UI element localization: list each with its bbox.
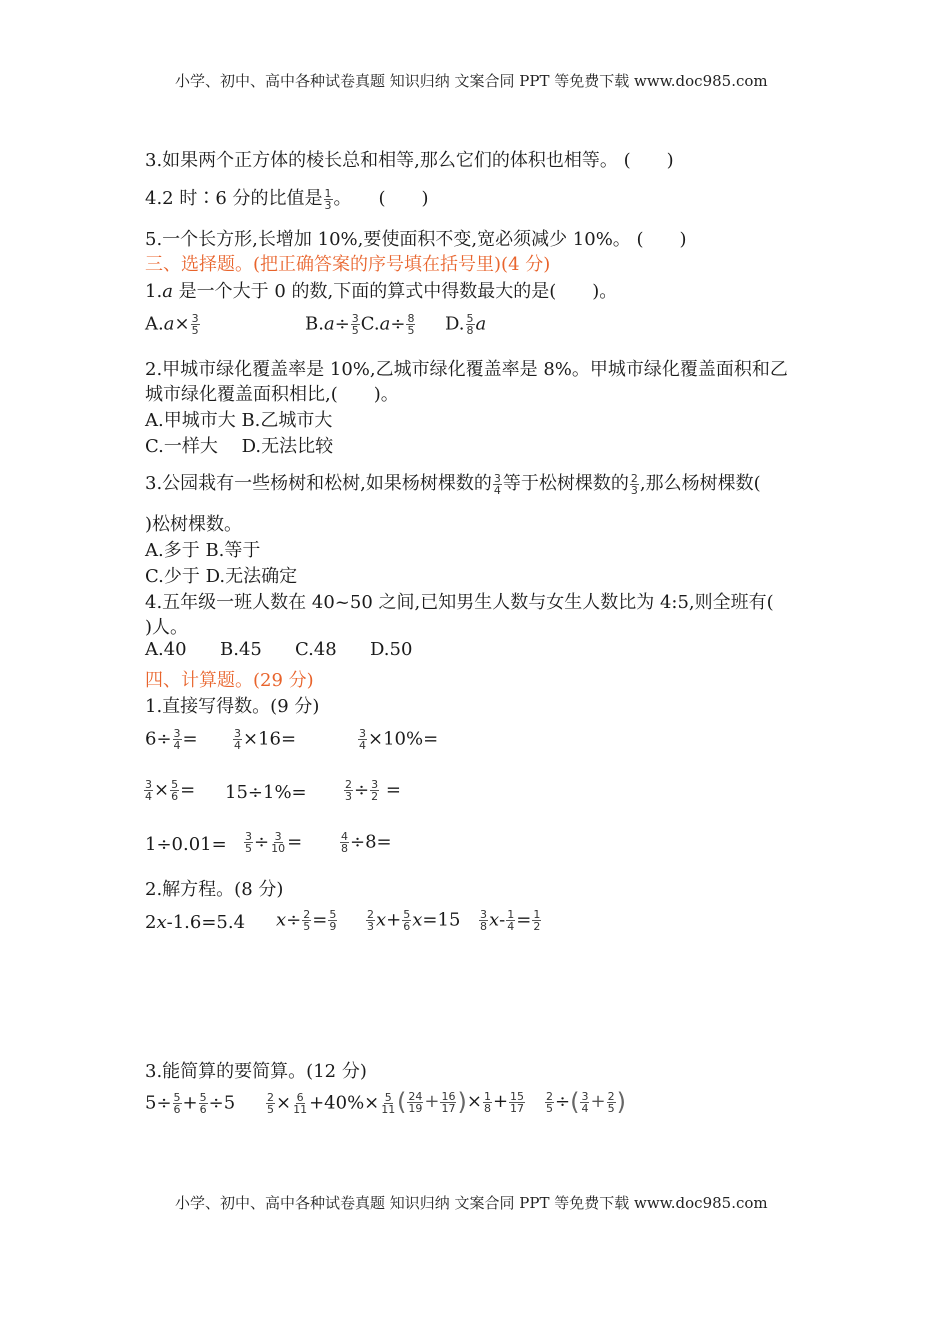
section-title-calc: 四、计算题。(29 分) xyxy=(145,670,314,691)
section-title-choice: 三、选择题。(把正确答案的序号填在括号里)(4 分) xyxy=(145,254,551,275)
simplify-item: 5÷ $\frac{5}{6}$ + $\frac{5}{6}$ ÷5 xyxy=(145,1091,236,1116)
equation-item: $\frac{2}{3}$ x+ $\frac{5}{6}$ x=15 xyxy=(367,908,461,933)
equation-item: $\frac{3}{8}$ x- $\frac{1}{4}$ = $\frac{1}{2}$ xyxy=(480,908,541,933)
choice-q4-option: C.48 xyxy=(295,639,337,660)
choice-question-1: 1.a 是一个大于 0 的数,下面的算式中得数最大的是( )。 xyxy=(145,281,618,302)
page-header: 小学、初中、高中各种试卷真题 知识归纳 文案合同 PPT 等免费下载 www.doc985.com xyxy=(175,72,768,90)
judge-question-4 xyxy=(145,184,429,211)
choice-q4-option: D.50 xyxy=(370,639,413,660)
calc-item: 1÷0.01= xyxy=(145,834,227,855)
calc-item: $\frac{3}{4}$ ×16= xyxy=(234,727,297,752)
equation-item: x÷ $\frac{2}{5}$ = $\frac{5}{9}$ xyxy=(276,908,337,933)
choice-question-3-line1: 3.公园栽有一些杨树和松树,如果杨树棵数的 $\frac{3}{4}$ 等于松树棵数的 $\frac{2}{3}$ ,那么杨树棵数( xyxy=(145,471,761,497)
choice-question-2-line2: 城市绿化覆盖面积相比,( )。 xyxy=(145,384,399,405)
judge-question-3: 3.如果两个正方体的棱长总和相等,那么它们的体积也相等。 ( ) xyxy=(145,150,674,171)
choice-q2-options-cd: C.一样大 D.无法比较 xyxy=(145,436,334,457)
calc-subtitle-1: 1.直接写得数。(9 分) xyxy=(145,696,320,717)
calc-item: $\frac{3}{4}$ × $\frac{5}{6}$ = xyxy=(145,778,196,803)
choice-q4-option: B.45 xyxy=(220,639,262,660)
choice-question-4-line2: )人。 xyxy=(145,617,189,638)
choice-q2-options-ab: A.甲城市大 B.乙城市大 xyxy=(145,410,333,431)
choice-q4-option: A.40 xyxy=(145,639,187,660)
calc-item: $\frac{4}{8}$ ÷8= xyxy=(341,830,392,855)
choice-q1-option-bc: B.a÷ $\frac{3}{5}$ C.a÷ $\frac{8}{5}$ xyxy=(305,312,415,337)
calc-item: $\frac{3}{4}$ ×10%= xyxy=(359,727,439,752)
calc-item: 15÷1%= xyxy=(225,782,307,803)
page-footer: 小学、初中、高中各种试卷真题 知识归纳 文案合同 PPT 等免费下载 www.doc985.com xyxy=(175,1194,768,1212)
calc-item: 6÷ $\frac{3}{4}$ = xyxy=(145,727,198,752)
q4-tail: 。 ( ) xyxy=(333,188,429,209)
judge-question-5: 5.一个长方形,长增加 10%,要使面积不变,宽必须减少 10%。 ( ) xyxy=(145,229,687,250)
calc-item: $\frac{2}{3}$ ÷ $\frac{3}{2}$ = xyxy=(345,778,401,803)
calc-subtitle-2: 2.解方程。(8 分) xyxy=(145,879,284,900)
simplify-item: $\frac{2}{5}$ ÷( $\frac{3}{4}$ + $\frac{2}{5}$ ) xyxy=(546,1088,626,1116)
choice-q3-options-cd: C.少于 D.无法确定 xyxy=(145,566,298,587)
q4-text: 4.2 时∶6 分的比值是 xyxy=(145,188,323,209)
choice-q1-option-d: D. $\frac{5}{8}$ a xyxy=(445,312,487,337)
simplify-item: ( $\frac{24}{19}$ + $\frac{16}{17}$ )× $\frac{1}{8}$ + $\frac{15}{17}$ xyxy=(397,1088,525,1116)
fraction: $\frac{1}{3}$ xyxy=(324,186,332,212)
simplify-item: $\frac{2}{5}$ × $\frac{6}{11}$ +40%× $\frac{5}{11}$ xyxy=(267,1091,396,1116)
choice-q3-options-ab: A.多于 B.等于 xyxy=(145,540,261,561)
equation-item: 2x-1.6=5.4 xyxy=(145,912,246,933)
choice-question-3-line2: )松树棵数。 xyxy=(145,514,243,535)
choice-q1-option-a: A.a× $\frac{3}{5}$ xyxy=(145,312,199,337)
choice-question-2-line1: 2.甲城市绿化覆盖率是 10%,乙城市绿化覆盖率是 8%。甲城市绿化覆盖面积和乙 xyxy=(145,359,788,380)
choice-question-4-line1: 4.五年级一班人数在 40~50 之间,已知男生人数与女生人数比为 4:5,则全班有( xyxy=(145,592,774,613)
calc-item: $\frac{3}{5}$ ÷ $\frac{3}{10}$ = xyxy=(245,830,303,855)
calc-subtitle-3: 3.能简算的要简算。(12 分) xyxy=(145,1061,367,1082)
